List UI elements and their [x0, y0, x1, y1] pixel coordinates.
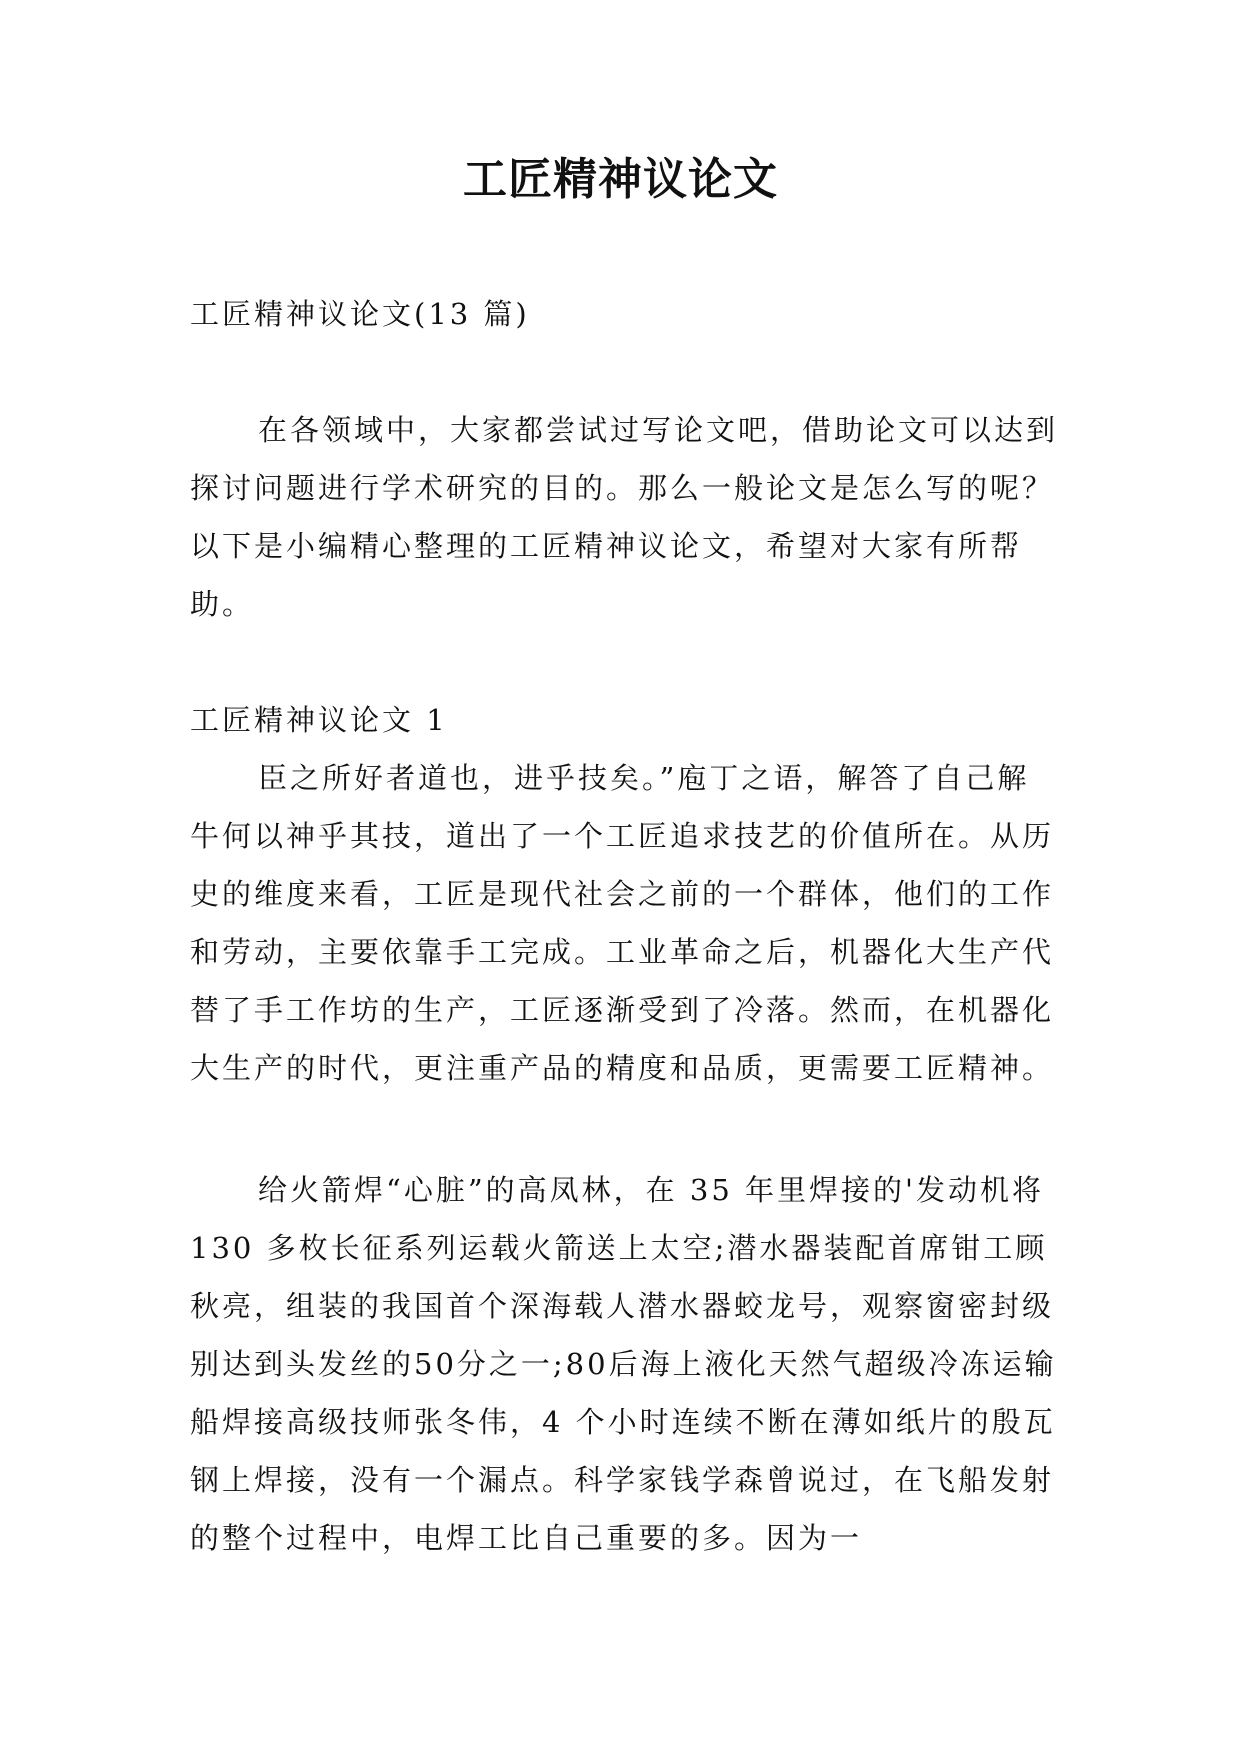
body-paragraph-1: 臣之所好者道也，进乎技矣。”庖丁之语，解答了自己解牛何以神乎其技，道出了一个工匠追求技艺的价值所在。从历史的维度来看，工匠是现代社会之前的一个群体，他们的工作和劳动，主要依靠手工完成。工业革命之后，机器化大生产代替了手工作坊的生产，工匠逐渐受到了冷落。然而，在机器化大生产的时代，更注重产品的精度和品质，更需要工匠精神。 [190, 761, 1055, 1085]
section-heading-1: 工匠精神议论文 1 [190, 703, 448, 737]
intro-paragraph: 在各领域中，大家都尝试过写论文吧，借助论文可以达到探讨问题进行学术研究的目的。那么一般论文是怎么写的呢？以下是小编精心整理的工匠精神议论文，希望对大家有所帮助。 [190, 413, 1059, 621]
document-title: 工匠精神议论文 [463, 154, 778, 205]
body-paragraph-2: 给火箭焊“心脏”的高凤林，在 35 年里焊接的'发动机将 130 多枚长征系列运载火箭送上太空;潜水器装配首席钳工顾秋亮，组装的我国首个深海载人潜水器蛟龙号，观察窗密封级别达到头发丝的50分之一;80后海上液化天然气超级冷冻运输船焊接高级技师张冬伟，4 个小时连续不断在薄如纸片的殷瓦钢上焊接，没有一个漏点。科学家钱学森曾说过，在飞船发射的整个过程中，电焊工比自己重要的多。因为一 [190, 1173, 1057, 1555]
document-subtitle: 工匠精神议论文(13 篇) [190, 297, 530, 331]
